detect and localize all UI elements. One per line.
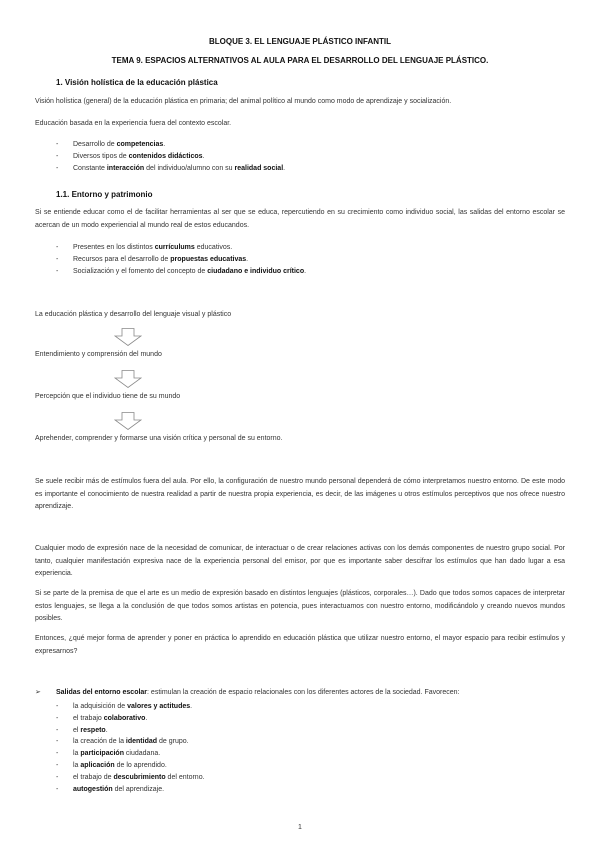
salidas-heading: ➢ Salidas del entorno escolar: estimulan la creación de espacio relacionales con los diferentes actores de la sociedad. Favorecen: (35, 689, 460, 696)
down-arrow-icon (114, 370, 142, 388)
section-1-paragraph-2: Educación basada en la experiencia fuera del contexto escolar. (35, 120, 232, 127)
flow-step-1: La educación plástica y desarrollo del lenguaje visual y plástico (35, 311, 232, 318)
list-item: - Diversos tipos de contenidos didácticos. (56, 151, 556, 163)
block-title: BLOQUE 3. EL LENGUAJE PLÁSTICO INFANTIL (208, 37, 392, 46)
arrow-bullet-icon: ➢ (35, 689, 41, 696)
list-item: - la participación ciudadana. (56, 748, 556, 760)
list-item: - autogestión del aprendizaje. (56, 784, 556, 796)
list-item: - Presentes en los distintos currículums educativos. (56, 242, 556, 254)
paragraph-expresion: Cualquier modo de expresión nace de la necesidad de comunicar, de interactuar o de crear relaciones activas con los demás componentes de nuestro grupo social. Por tanto, cualquier manifestación expresiva nace de la experiencia personal del emisor, por que es importante saber descifrar los estímulos que han dado lugar a esa experiencia. (35, 545, 565, 577)
list-item: - la adquisición de valores y actitudes. (56, 701, 556, 713)
list-item: - Constante interacción del individuo/alumno con su realidad social. (56, 163, 556, 175)
list-item: - Recursos para el desarrollo de propuestas educativas. (56, 254, 556, 266)
paragraph-arte: Si se parte de la premisa de que el arte es un medio de expresión basado en distintos lenguajes (plásticos, corporales…). Dado que todos somos capaces de interpretar estos lenguajes, se llega a la conclusión de que todos somos artistas en potencia, pues interactuamos con nuestro entorno, modificándolo y creando nuevos mundos posibles. (35, 590, 565, 622)
list-item: - la aplicación de lo aprendido. (56, 760, 556, 772)
list-item: - el trabajo de descubrimiento del entorno. (56, 772, 556, 784)
flow-step-2: Entendimiento y comprensión del mundo (35, 351, 162, 358)
down-arrow-icon (114, 412, 142, 430)
section-1-paragraph-1: Visión holística (general) de la educación plástica en primaria; del animal político al mundo como modo de aprendizaje y socialización. (35, 98, 452, 105)
list-item: - la creación de la identidad de grupo. (56, 736, 556, 748)
topic-title: TEMA 9. ESPACIOS ALTERNATIVOS AL AULA PARA EL DESARROLLO DEL LENGUAJE PLÁSTICO. (111, 56, 489, 65)
list-item: - Socialización y el fomento del concepto de ciudadano e individuo crítico. (56, 266, 556, 278)
page-number: 1 (298, 824, 302, 831)
salidas-list (56, 701, 556, 795)
section-1-1-list (56, 242, 556, 277)
flow-step-4: Aprehender, comprender y formarse una visión crítica y personal de su entorno. (35, 435, 283, 442)
list-item: - el respeto. (56, 725, 556, 737)
paragraph-pregunta: Entonces, ¿qué mejor forma de aprender y poner en práctica lo aprendido en educación plástica que utilizar nuestro entorno, el mayor espacio para recibir estímulos y expresarnos? (35, 635, 565, 655)
section-1-1-paragraph: Si se entiende educar como el de facilitar herramientas al ser que se educa, repercutiendo en su crecimiento como individuo social, las salidas del entorno escolar se acercan de un modo experiencial al mundo real de estos educandos. (35, 209, 565, 229)
section-1-list (56, 139, 556, 174)
paragraph-estimulos: Se suele recibir más de estímulos fuera del aula. Por ello, la configuración de nuestro mundo personal dependerá de cómo interpretamos nuestro entorno. De este modo es importante el conocimiento de nuestra realidad a partir de nuestra propia experiencia, es decir, de las imágenes u otros estímulos perceptivos que nos ofrece nuestro aprendizaje. (35, 478, 565, 510)
flow-step-3: Percepción que el individuo tiene de su mundo (35, 393, 181, 400)
down-arrow-icon (114, 328, 142, 346)
list-item: - el trabajo colaborativo. (56, 713, 556, 725)
section-1-1-heading: 1.1. Entorno y patrimonio (56, 190, 153, 199)
section-1-heading: 1. Visión holística de la educación plástica (56, 78, 218, 87)
list-item: - Desarrollo de competencias. (56, 139, 556, 151)
